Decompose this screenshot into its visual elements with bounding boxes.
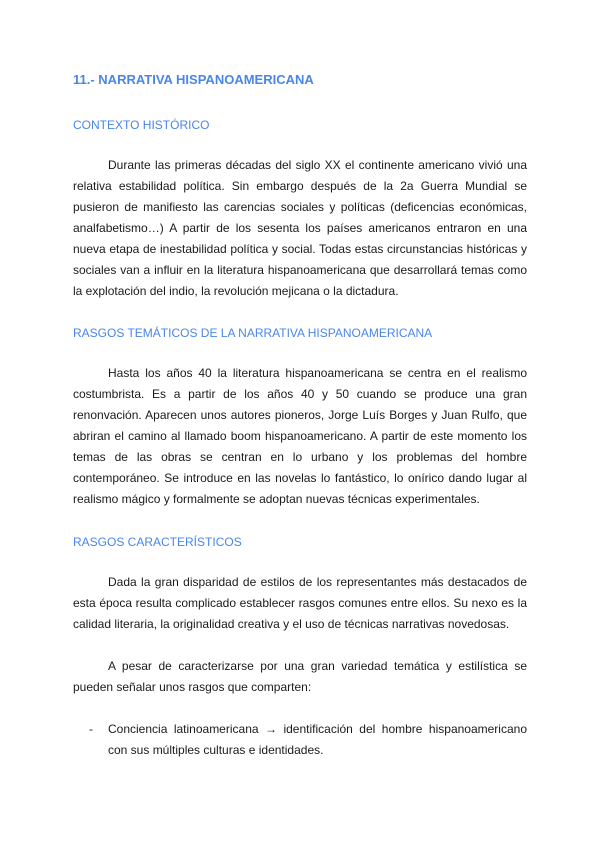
paragraph-rasgos-tematicos: Hasta los años 40 la literatura hispanoamericana se centra en el realismo costumbrista. Es a partir de los años 40 y 50 cuando se produce una gran renonvación. Aparecen unos autores pioneros, Jorge Luís Borges y Juan Rulfo, que abriran el camino al llamado boom hispanoamericano. A partir de este momento los temas de las obras se centran en lo urbano y los problemas del hombre contemporáneo. Se introduce en las novelas lo fantástico, lo onírico dando lugar al realismo mágico y formalmente se adoptan nuevas técnicas experimentales.	[73, 366, 527, 506]
paragraph-rasgos-caracteristicos-1: Dada la gran disparidad de estilos de los representantes más destacados de esta época resulta complicado establecer rasgos comunes entre ellos. Su nexo es la calidad literaria, la originalidad creativa y el uso de técnicas narrativas novedosas.	[73, 575, 527, 631]
paragraph-rasgos-caracteristicos-2: A pesar de caracterizarse por una gran variedad temática y estilística se pueden señalar unos rasgos que comparten:	[73, 659, 527, 694]
document-title: 11.- NARRATIVA HISPANOAMERICANA	[73, 72, 314, 87]
bullet-item	[73, 719, 527, 761]
paragraph-contexto: Durante las primeras décadas del siglo XX el continente americano vivió una relativa estabilidad política. Sin embargo después de la 2a Guerra Mundial se pusieron de manifiesto las carencias sociales y políticas (deficencias económicas, analfabetismo…) A partir de los sesenta los países americanos entraron en una nueva etapa de inestabilidad política y social. Todas estas circunstancias históricas y sociales van a influir en la literatura hispanoamericana que desarrollará temas como la explotación del indio, la revolución mejicana o la dictadura.	[73, 158, 527, 298]
bullet-marker: -	[89, 722, 93, 736]
section-heading-contexto: CONTEXTO HISTÓRICO	[73, 118, 210, 132]
bullet-text: Conciencia latinoamericana → identificación del hombre hispanoamericano con sus múltiples culturas e identidades.	[108, 722, 527, 757]
section-heading-rasgos-tematicos: RASGOS TEMÁTICOS DE LA NARRATIVA HISPANOAMERICANA	[73, 326, 433, 340]
section-heading-rasgos-caracteristicos: RASGOS CARACTERÍSTICOS	[73, 535, 242, 549]
